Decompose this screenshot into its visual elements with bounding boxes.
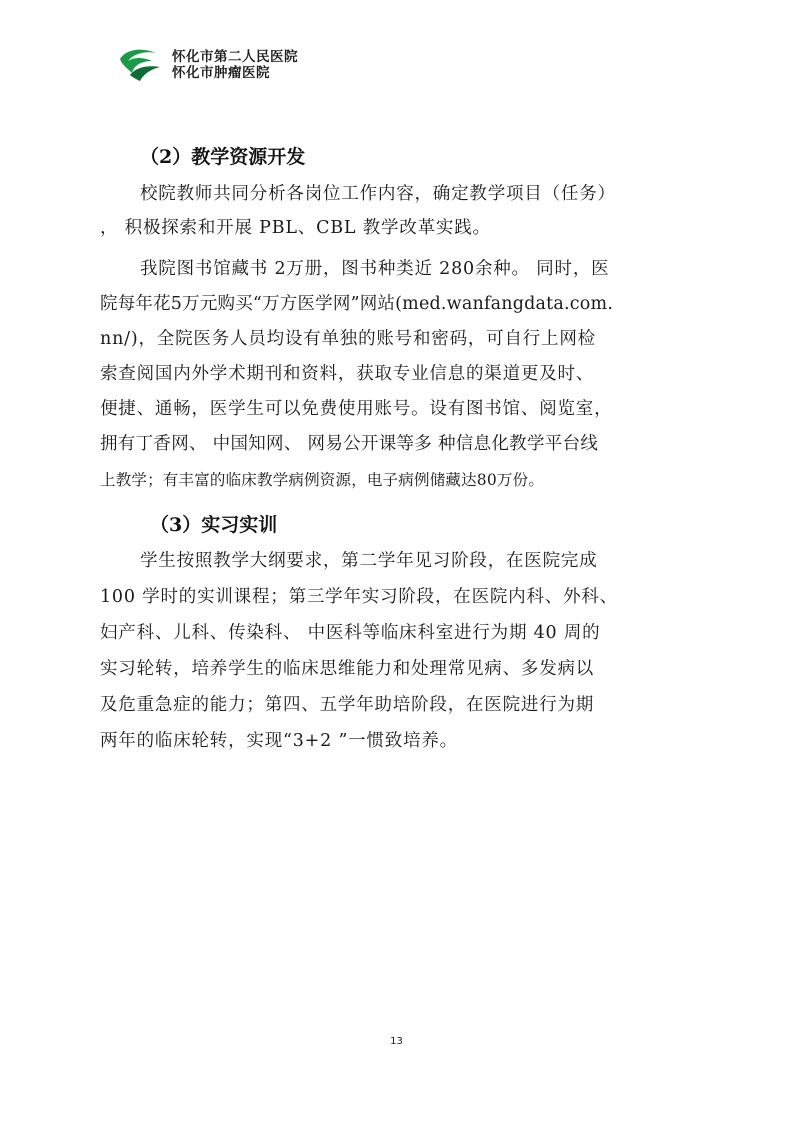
- section-heading-internship-training: （3）实习实训: [150, 514, 278, 536]
- page-header: [116, 45, 298, 85]
- paragraph-line: 索查阅国内外学术期刊和资料，获取专业信息的渠道更及时、: [100, 364, 595, 384]
- section-heading-teaching-resources: （2）教学资源开发: [140, 146, 306, 168]
- paragraph-line: 及危重急症的能力；第四、五学年助培阶段，在医院进行为期: [100, 695, 595, 715]
- paragraph-line: 我院图书馆藏书 2万册，图书种类近 280余种。 同时，医: [140, 259, 610, 279]
- hospital-name-secondary: 怀化市肿瘤医院: [172, 65, 270, 81]
- paragraph-line: 院每年花5万元购买“万方医学网”网站(med.wanfangdata.com.: [100, 294, 614, 314]
- paragraph-line: 100 学时的实训课程；第三学年实习阶段，在医院内科、外科、: [100, 587, 618, 607]
- paragraph-line: 学生按照教学大纲要求，第二学年见习阶段，在医院完成: [140, 551, 598, 571]
- paragraph-line: 校院教师共同分析各岗位工作内容，确定教学项目（任务）: [140, 184, 616, 204]
- paragraph-line: 两年的临床轮转，实现“3+2 ”一惯致培养。: [100, 731, 458, 751]
- page-number: 13: [390, 1036, 403, 1047]
- paragraph-line: 便捷、通畅，医学生可以免费使用账号。设有图书馆、阅览室，: [100, 399, 613, 419]
- paragraph-line: 拥有丁香网、 中国知网、 网易公开课等多 种信息化教学平台线: [100, 434, 599, 454]
- hospital-names: [172, 49, 298, 81]
- hospital-name-primary: 怀化市第二人民医院: [172, 49, 298, 65]
- paragraph-line: nn/)，全院医务人员均设有单独的账号和密码，可自行上网检: [100, 329, 596, 349]
- paragraph-line: 上教学；有丰富的临床教学病例资源，电子病例储藏达80万份。: [100, 471, 545, 489]
- paragraph-line: 实习轮转，培养学生的临床思维能力和处理常见病、多发病以: [100, 659, 595, 679]
- paragraph-line: 妇产科、儿科、传染科、 中医科等临床科室进行为期 40 周的: [100, 623, 601, 643]
- paragraph-line: ， 积极探索和开展 PBL、CBL 教学改革实践。: [100, 218, 491, 238]
- hospital-logo-icon: [116, 45, 166, 85]
